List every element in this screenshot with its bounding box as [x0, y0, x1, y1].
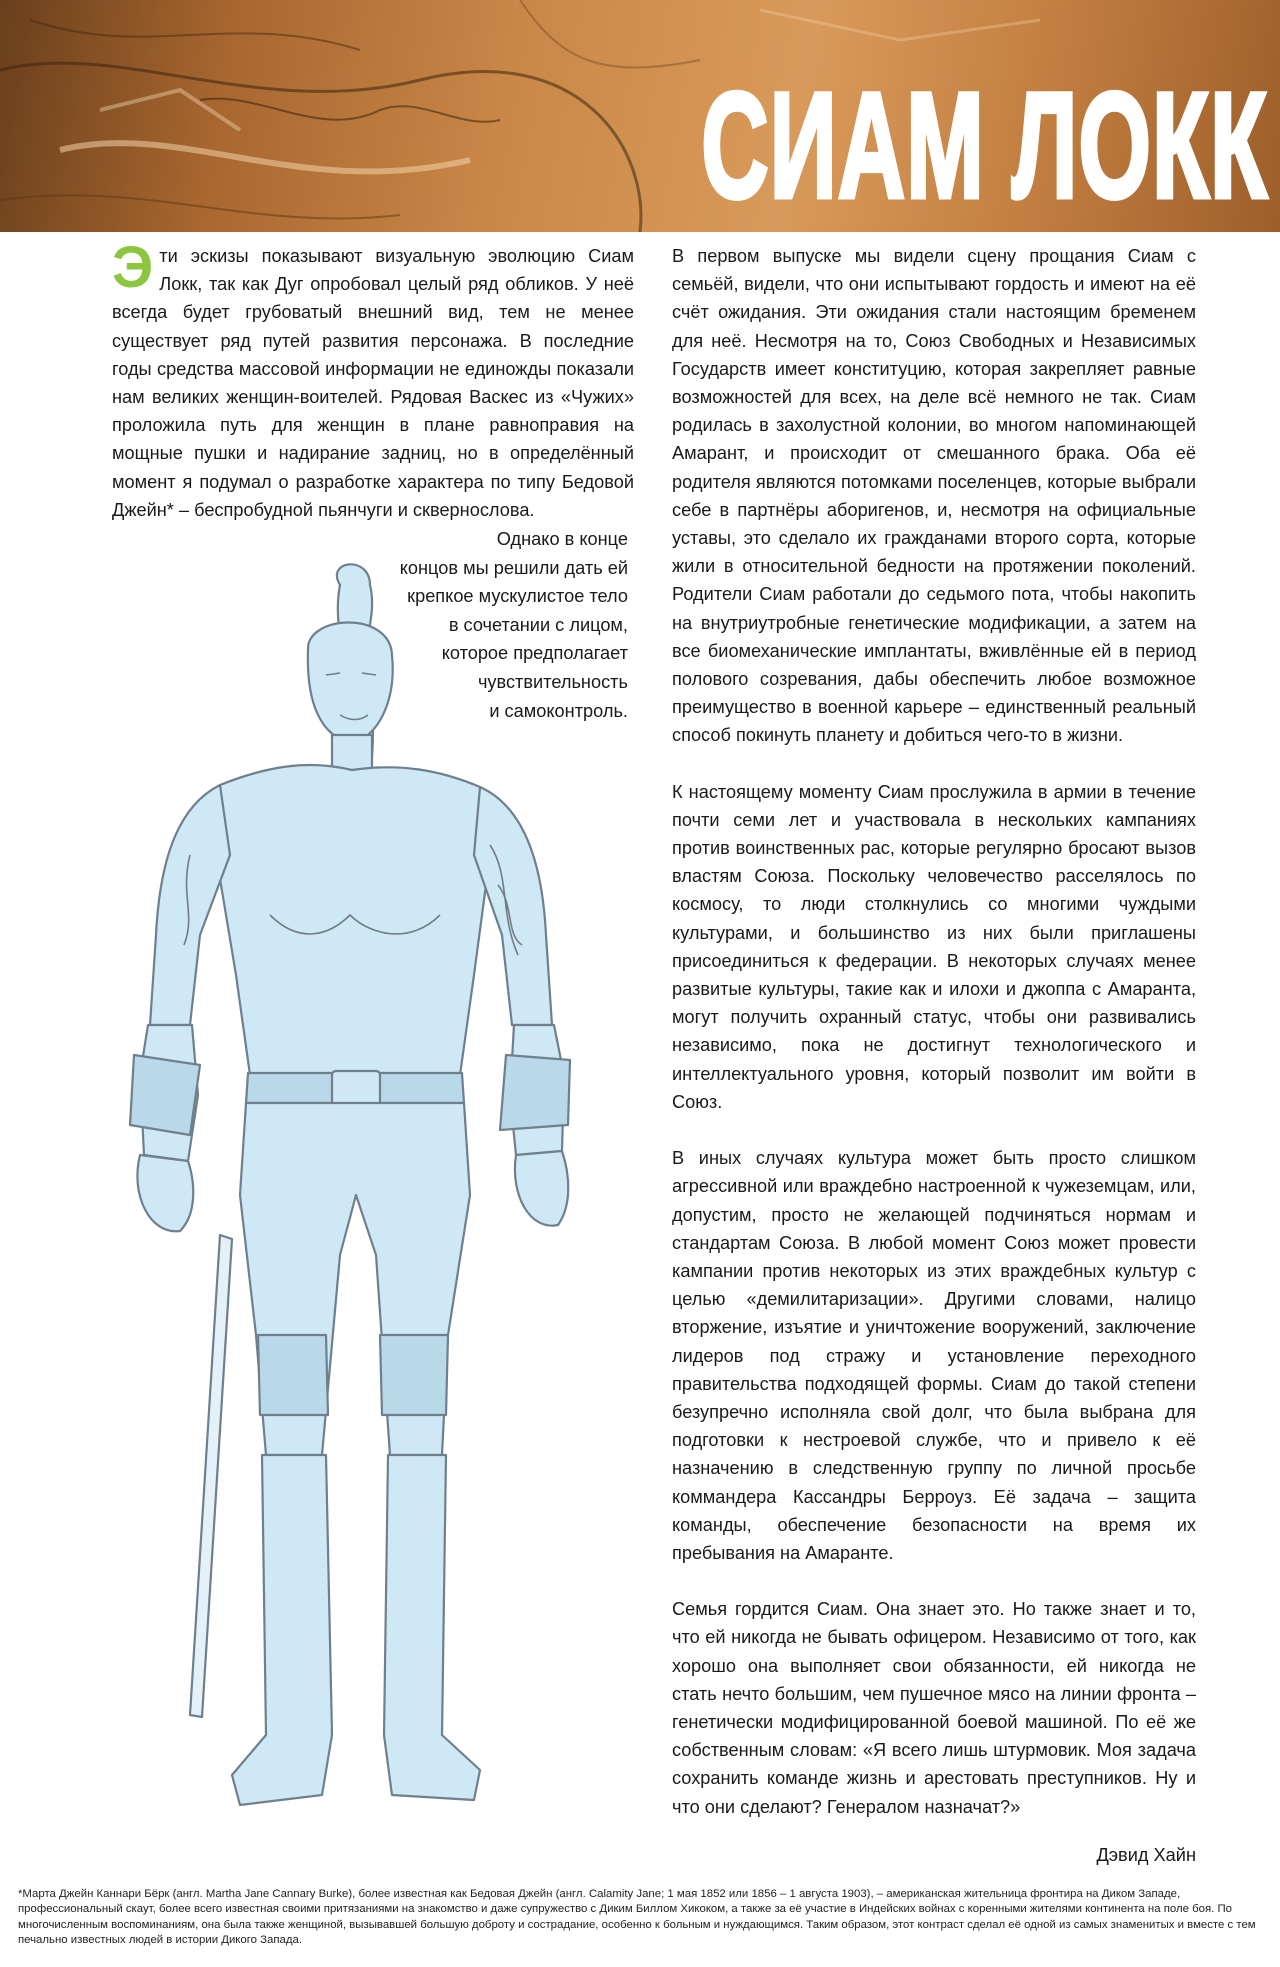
intro-tail-line: и самоконтроль.: [489, 700, 628, 721]
intro-tail-line: в сочетании с лицом,: [448, 614, 628, 635]
intro-tail-line: чувствительность: [477, 671, 628, 692]
paragraph: К настоящему моменту Сиам прослужила в армии в течение почти семи лет и участвовала в нескольких кампаниях против воинственных рас, которые регулярно бросают вызов властям Союза. Поскольку человечество расселялось по космосу, то люди столкнулись со многими чуждыми культурами, и большинство из них были приглашены присоединиться к федерации. В некоторых случаях менее развитые культуры, такие как и илохи и джоппа с Амаранта, могут получить охранный статус, чтобы они развивались независимо, пока не достигнут технологического и интеллектуального уровня, который позволит им войти в Союз.: [672, 781, 1196, 1112]
intro-tail-line: Однако в конце: [496, 529, 628, 549]
author-signature: Дэвид Хайн: [1096, 1844, 1196, 1865]
paragraph: В первом выпуске мы видели сцену прощания Сиам с семьёй, видели, что они испытывают гордость и имеют на её счёт ожидания. Эти ожидания стали настоящим бременем для неё. Несмотря на то, Союз Свободных и Независимых Государств имеет конституцию, которая закрепляет равные возможностей для всех, на деле всё немного не так. Сиам родилась в захолустной колонии, во многом напоминающей Амарант, и происходит от смешанного брака. Оба её родителя являются потомками поселенцев, которые выбрали себе в партнёры аборигенов, и, несмотря на официальные уставы, это сделало их гражданами второго сорта, которые жили в относительной бедности на протяжении поколений. Родители Сиам работали до седьмого пота, чтобы накопить на внутриутробные генетические модификации, а затем на все биомеханические имплантаты, вживлённые ей в период полового созревания, дабы обеспечить любое возможное преимущество в военной карьере – единственный реальный способ покинуть планету и добиться чего-то в жизни.: [672, 246, 1196, 746]
footnote: *Марта Джейн Каннари Бёрк (англ. Martha Jane Cannary Burke), более известная как Бедовая Джейн (англ. Calamity Jane; 1 мая 1852 или 1856 – 1 августа 1903), – американская жительница фронтира на Диком Западе, профессиональный скаут, более всего известная своими притязаниями на знакомство и даже супружество с Диким Биллом Хикоком, а также за её участие в Индейских войнах с коренными жителями континента на поле боя. По многочисленным воспоминаниям, она была также женщиной, вызывавшей большую доброту и сострадание, особенно к больным и нуждающимся. Таким образом, этот контраст сделал её одной из самых знаменитых и вместе с тем печально известных людей в истории Дикого Запада.: [18, 1888, 1256, 1947]
paragraph: В иных случаях культура может быть просто слишком агрессивной или враждебно настроенной к чужеземцам, или, допустим, просто не желающей подчиняться нормам и стандартам Союза. В любой момент Союз может провести кампании против некоторых из этих враждебных культур с целью «демилитаризации». Другими словами, налицо вторжение, изъятие и уничтожение вооружений, заключение лидеров под стражу и установление переходного правительства подходящей формы. Сиам до такой степени безупречно исполняла свой долг, что была выбрана для подготовки к нестроевой службе, что и привело к её назначению в следственную группу по личной просьбе коммандера Кассандры Берроуз. Её задача – защита команды, обеспечение безопасности на время их пребывания на Амаранте.: [672, 1148, 1196, 1563]
article-body: [672, 242, 1196, 1869]
intro-tail-line: крепкое мускулистое тело: [407, 586, 628, 607]
paragraph: Семья гордится Сиам. Она знает это. Но также знает и то, что ей никогда не бывать офицером. Независимо от того, как хорошо она выполняет свои обязанности, ей никогда не стать нечто большим, чем пушечное мясо на линии фронта – генетически модифицированной боевой машиной. По её же собственным словам: «Я всего лишь штурмовик. Моя задача сохранить команде жизнь и арестовать преступников. Ну и что они сделают? Генералом назначат?»: [672, 1599, 1196, 1817]
character-sketch: [70, 555, 630, 1875]
drop-cap: Э: [112, 235, 154, 300]
intro-paragraph: ти эскизы показывают визуальную эволюцию Сиам Локк, так как Дуг опробовал целый ряд обликов. У неё всегда будет грубоватый внешний вид, тем не менее существует ряд путей развития персонажа. В последние годы средства массовой информации не единожды показали нам великих женщин-воителей. Рядовая Васкес из «Чужих» проложила путь для женщин в плане равноправия на мощные пушки и надирание задниц, но в определённый момент я подумал о разработке характера по типу Бедовой Джейн* – беспробудной пьянчуги и сквернослова.: [112, 246, 634, 520]
header-banner: [0, 0, 1280, 232]
page-title: СИАМ ЛОКК: [701, 61, 1268, 229]
intro-tail-line: которое предполагает: [441, 643, 628, 664]
intro-text: [112, 235, 634, 524]
intro-tail-line: концов мы решили дать ей: [399, 557, 628, 578]
